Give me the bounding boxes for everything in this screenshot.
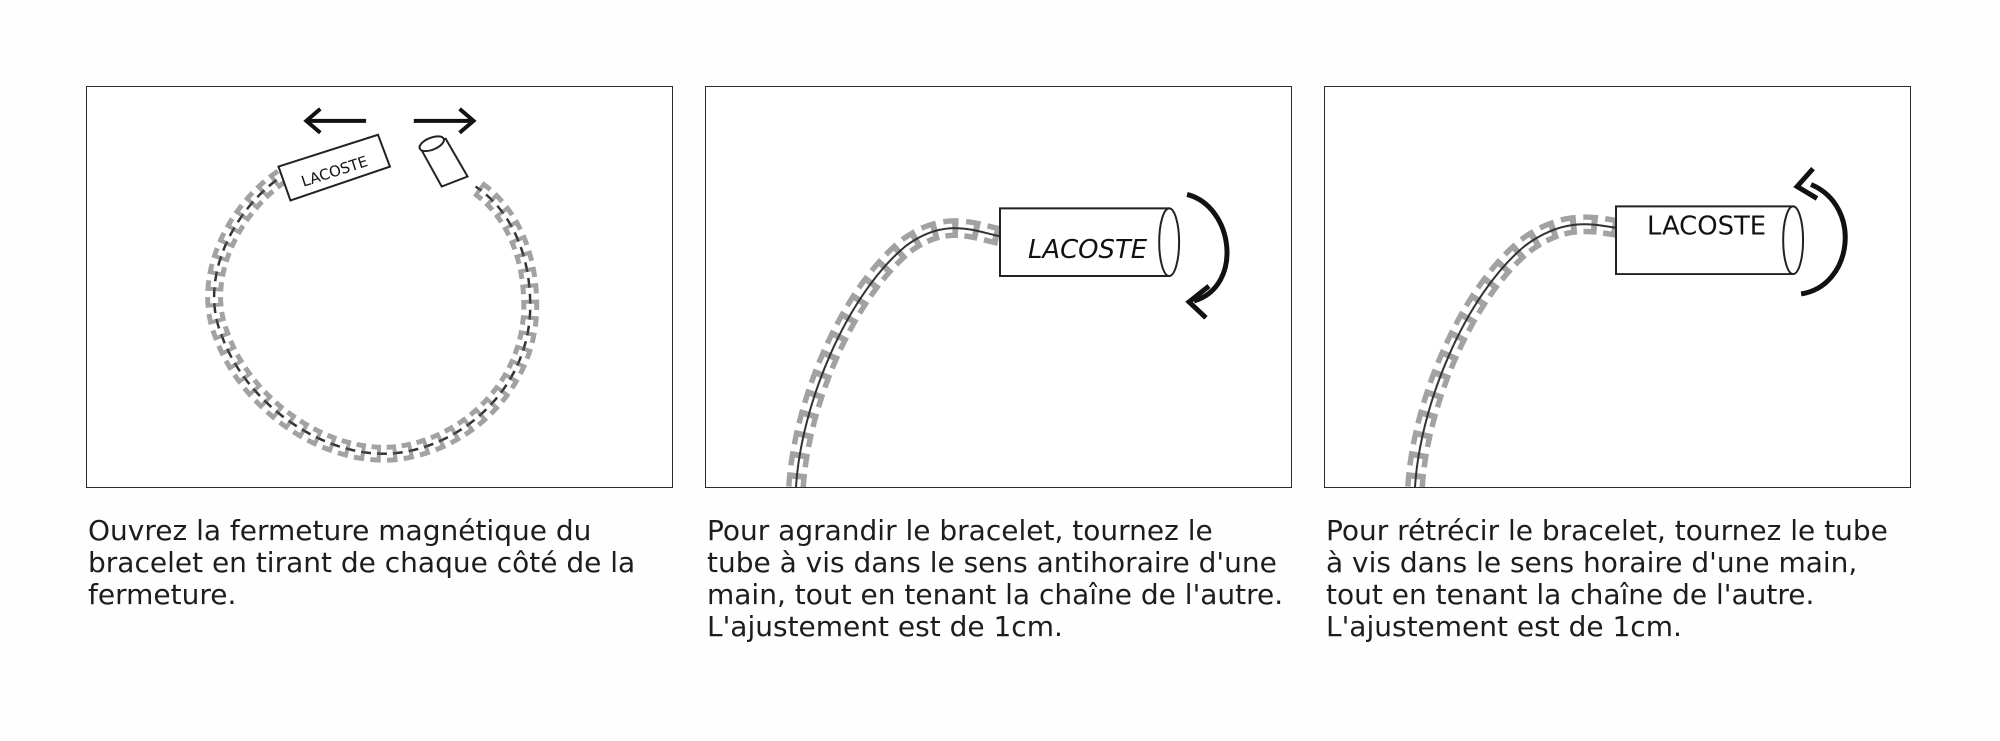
step-1-caption: Ouvrez la fermeture magnétique du bracelet en tirant de chaque côté de la fermeture. [88,514,636,611]
bracelet-chain [214,177,530,454]
step-3-illustration [1324,86,1911,488]
rotate-clockwise-icon [1797,169,1845,294]
clasp-tube-left [279,135,390,201]
clasp-brand-label: LACOSTE [299,152,370,191]
tube-brand-label: LACOSTE [1646,211,1767,242]
step-2-illustration [705,86,1292,488]
arrow-right-icon [414,109,474,133]
step-3-caption: Pour rétrécir le bracelet, tournez le tube à vis dans le sens horaire d'une main, tout en tenant la chaîne de l'autre. L'ajustement est de 1cm. [1326,514,1888,643]
tube-brand-label: LACOSTE [1028,235,1148,266]
rotate-counterclockwise-icon [1187,194,1227,317]
arrow-left-icon [306,109,366,133]
screw-tube [1616,206,1803,274]
screw-tube [1000,208,1179,276]
clasp-tube-right [418,133,468,186]
step-2-caption: Pour agrandir le bracelet, tournez le tube à vis dans le sens antihoraire d'une main, tout en tenant la chaîne de l'autre. L'ajustement est de 1cm. [707,514,1284,643]
bracelet-chain [1415,224,1619,487]
bracelet-chain [796,228,1000,487]
step-1-illustration [86,86,673,488]
